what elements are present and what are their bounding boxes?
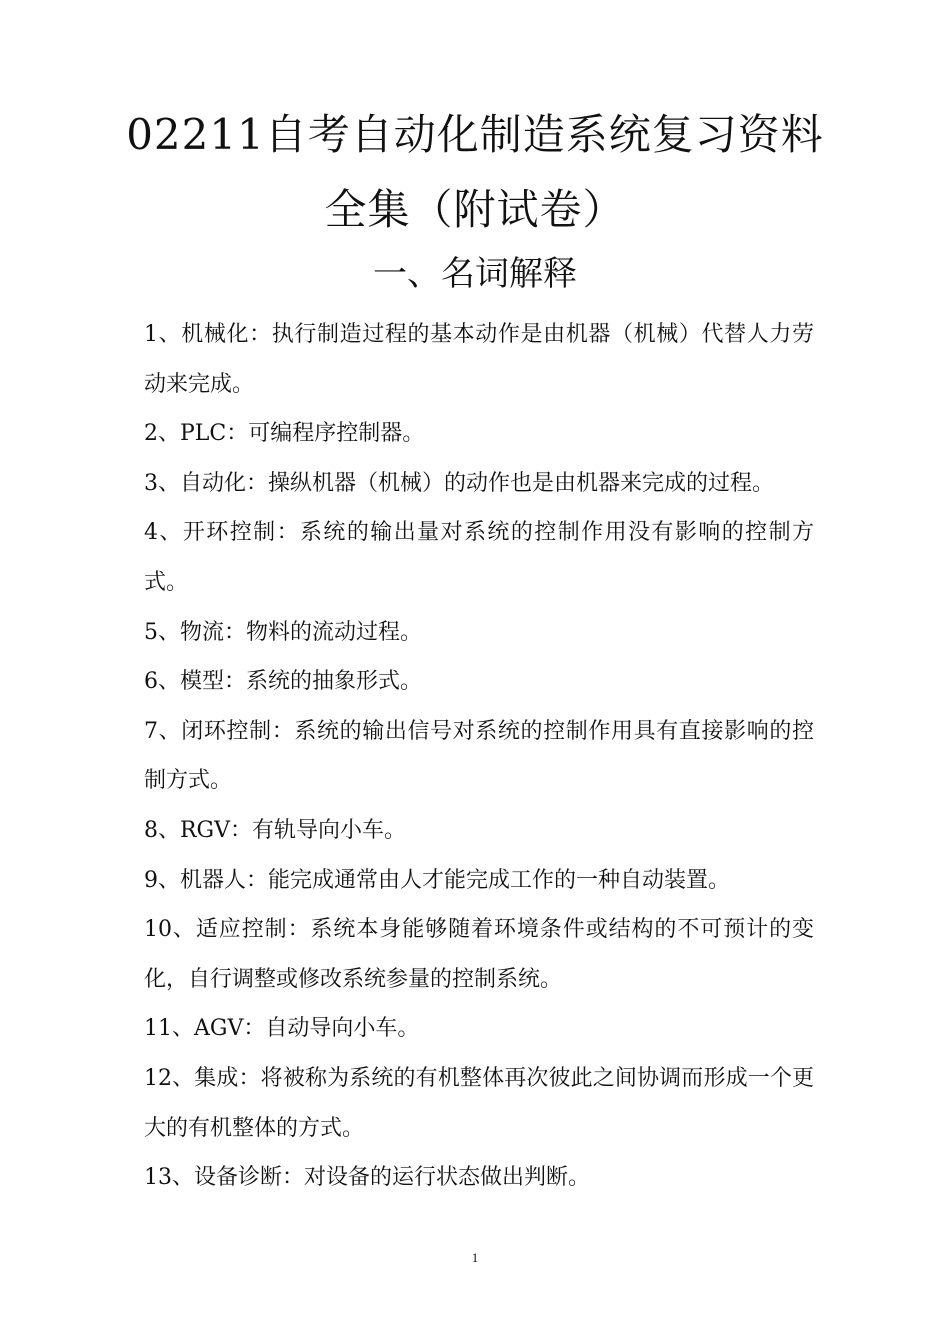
definition-item: 7、闭环控制：系统的输出信号对系统的控制作用具有直接影响的控制方式。 bbox=[144, 718, 814, 794]
definition-item: 6、模型：系统的抽象形式。 bbox=[144, 669, 422, 695]
document-title-line-1: 02211自考自动化制造系统复习资料 bbox=[126, 110, 824, 159]
definition-item: 10、适应控制：系统本身能够随着环境条件或结构的不可预计的变化，自行调整或修改系统参量的控制系统。 bbox=[144, 917, 814, 992]
definition-list bbox=[144, 310, 814, 1203]
definition-item: 5、物流：物料的流动过程。 bbox=[144, 619, 422, 645]
page-number: 1 bbox=[471, 1250, 479, 1265]
document-title-line-2: 全集（附试卷） bbox=[324, 185, 626, 234]
section-heading: 一、名词解释 bbox=[373, 254, 577, 294]
definition-item: 11、AGV：自动导向小车。 bbox=[144, 1016, 420, 1042]
definition-item: 9、机器人：能完成通常由人才能完成工作的一种自动装置。 bbox=[144, 867, 730, 893]
definition-item: 8、RGV：有轨导向小车。 bbox=[144, 817, 407, 843]
definition-item: 13、设备诊断：对设备的运行状态做出判断。 bbox=[144, 1165, 590, 1191]
definition-item: 1、机械化：执行制造过程的基本动作是由机器（机械）代替人力劳动来完成。 bbox=[144, 322, 814, 397]
definition-item: 3、自动化：操纵机器（机械）的动作也是由机器来完成的过程。 bbox=[144, 470, 774, 496]
definition-item: 12、集成：将被称为系统的有机整体再次彼此之间协调而形成一个更大的有机整体的方式。 bbox=[144, 1065, 814, 1141]
definition-item: 4、开环控制：系统的输出量对系统的控制作用没有影响的控制方式。 bbox=[144, 520, 814, 595]
definition-item: 2、PLC：可编程序控制器。 bbox=[144, 421, 425, 447]
